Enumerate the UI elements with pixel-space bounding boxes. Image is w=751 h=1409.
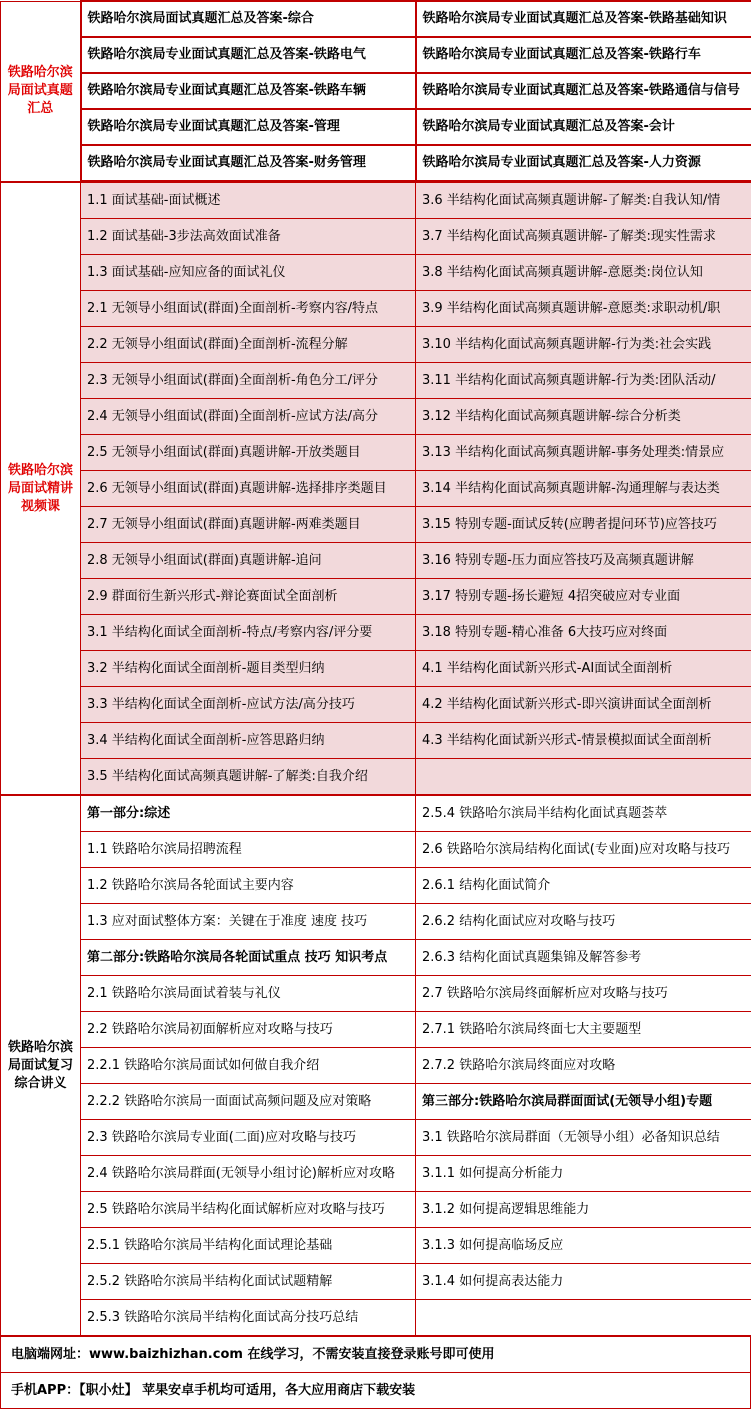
video-lesson-item[interactable]: 3.5 半结构化面试高频真题讲解-了解类:自我介绍 (81, 759, 416, 795)
video-lesson-item[interactable]: 3.4 半结构化面试全面剖析-应答思路归纳 (81, 723, 416, 759)
video-lesson-item[interactable]: 3.2 半结构化面试全面剖析-题目类型归纳 (81, 651, 416, 687)
handout-chapter-item[interactable]: 3.1.4 如何提高表达能力 (416, 1264, 751, 1300)
video-lesson-item[interactable]: 3.7 半结构化面试高频真题讲解-了解类:现实性需求 (416, 219, 751, 255)
question-bank-item[interactable]: 铁路哈尔滨局专业面试真题汇总及答案-管理 (81, 109, 416, 145)
footer-website[interactable]: 电脑端网址：www.baizhizhan.com 在线学习，不需安装直接登录账号即可使用 (1, 1337, 751, 1373)
handout-chapter-item[interactable]: 2.5.4 铁路哈尔滨局半结构化面试真题荟萃 (416, 796, 751, 832)
handout-chapter-item[interactable]: 1.2 铁路哈尔滨局各轮面试主要内容 (81, 868, 416, 904)
question-bank-item[interactable]: 铁路哈尔滨局专业面试真题汇总及答案-铁路通信与信号 (416, 73, 751, 109)
footer-table (0, 1336, 751, 1409)
video-lesson-item[interactable]: 2.3 无领导小组面试(群面)全面剖析-角色分工/评分 (81, 363, 416, 399)
video-lesson-item[interactable]: 1.2 面试基础-3步法高效面试准备 (81, 219, 416, 255)
handout-chapter-item[interactable]: 2.4 铁路哈尔滨局群面(无领导小组讨论)解析应对攻略 (81, 1156, 416, 1192)
handout-chapter-item[interactable]: 第一部分:综述 (81, 796, 416, 832)
question-bank-item[interactable]: 铁路哈尔滨局专业面试真题汇总及答案-铁路行车 (416, 37, 751, 73)
video-lesson-item[interactable]: 3.14 半结构化面试高频真题讲解-沟通理解与表达类 (416, 471, 751, 507)
handout-chapter-item[interactable]: 2.7 铁路哈尔滨局终面解析应对攻略与技巧 (416, 976, 751, 1012)
handout-chapter-item[interactable]: 2.5 铁路哈尔滨局半结构化面试解析应对攻略与技巧 (81, 1192, 416, 1228)
video-lesson-item[interactable]: 3.16 特别专题-压力面应答技巧及高频真题讲解 (416, 543, 751, 579)
video-lesson-item[interactable]: 2.2 无领导小组面试(群面)全面剖析-流程分解 (81, 327, 416, 363)
footer-app: 手机APP：【职小灶】 苹果安卓手机均可适用，各大应用商店下载安装 (1, 1373, 751, 1409)
question-bank-section-label: 铁路哈尔滨局面试真题汇总 (1, 1, 81, 181)
handout-chapter-item[interactable]: 2.5.1 铁路哈尔滨局半结构化面试理论基础 (81, 1228, 416, 1264)
video-lesson-item[interactable]: 2.4 无领导小组面试(群面)全面剖析-应试方法/高分 (81, 399, 416, 435)
video-lesson-section-label: 铁路哈尔滨局面试精讲视频课 (1, 183, 81, 795)
handout-chapter-item[interactable]: 2.6.1 结构化面试简介 (416, 868, 751, 904)
question-bank-item[interactable]: 铁路哈尔滨局专业面试真题汇总及答案-铁路基础知识 (416, 1, 751, 37)
handout-chapter-item[interactable]: 第二部分:铁路哈尔滨局各轮面试重点 技巧 知识考点 (81, 940, 416, 976)
video-lesson-item[interactable] (416, 759, 751, 795)
handout-chapter-item[interactable]: 3.1.1 如何提高分析能力 (416, 1156, 751, 1192)
handout-chapter-item[interactable]: 第三部分:铁路哈尔滨局群面面试(无领导小组)专题 (416, 1084, 751, 1120)
interview-questions-table (0, 0, 751, 182)
video-lesson-item[interactable]: 4.3 半结构化面试新兴形式-情景模拟面试全面剖析 (416, 723, 751, 759)
video-lesson-item[interactable]: 4.1 半结构化面试新兴形式-AI面试全面剖析 (416, 651, 751, 687)
handout-chapter-item[interactable]: 2.1 铁路哈尔滨局面试着装与礼仪 (81, 976, 416, 1012)
video-lesson-item[interactable]: 3.17 特别专题-扬长避短 4招突破应对专业面 (416, 579, 751, 615)
handout-chapter-item[interactable]: 2.6 铁路哈尔滨局结构化面试(专业面)应对攻略与技巧 (416, 832, 751, 868)
question-bank-item[interactable]: 铁路哈尔滨局面试真题汇总及答案-综合 (81, 1, 416, 37)
video-lesson-item[interactable]: 3.3 半结构化面试全面剖析-应试方法/高分技巧 (81, 687, 416, 723)
video-lesson-item[interactable]: 4.2 半结构化面试新兴形式-即兴演讲面试全面剖析 (416, 687, 751, 723)
question-bank-item[interactable]: 铁路哈尔滨局专业面试真题汇总及答案-财务管理 (81, 145, 416, 181)
video-lesson-item[interactable]: 3.18 特别专题-精心准备 6大技巧应对终面 (416, 615, 751, 651)
video-lesson-item[interactable]: 2.1 无领导小组面试(群面)全面剖析-考察内容/特点 (81, 291, 416, 327)
handout-chapter-item[interactable]: 2.3 铁路哈尔滨局专业面(二面)应对攻略与技巧 (81, 1120, 416, 1156)
handout-chapter-item[interactable] (416, 1300, 751, 1336)
handout-chapter-item[interactable]: 2.6.3 结构化面试真题集锦及解答参考 (416, 940, 751, 976)
video-lesson-item[interactable]: 3.11 半结构化面试高频真题讲解-行为类:团队活动/ (416, 363, 751, 399)
handout-chapter-section-label: 铁路哈尔滨局面试复习综合讲义 (1, 796, 81, 1336)
handout-chapter-item[interactable]: 3.1.2 如何提高逻辑思维能力 (416, 1192, 751, 1228)
question-bank-item[interactable]: 铁路哈尔滨局专业面试真题汇总及答案-会计 (416, 109, 751, 145)
video-lesson-item[interactable]: 2.6 无领导小组面试(群面)真题讲解-选择排序类题目 (81, 471, 416, 507)
handout-chapter-item[interactable]: 2.6.2 结构化面试应对攻略与技巧 (416, 904, 751, 940)
handout-chapter-item[interactable]: 1.3 应对面试整体方案：关键在于准度 速度 技巧 (81, 904, 416, 940)
handout-chapter-item[interactable]: 2.2.1 铁路哈尔滨局面试如何做自我介绍 (81, 1048, 416, 1084)
video-lesson-item[interactable]: 3.1 半结构化面试全面剖析-特点/考察内容/评分要 (81, 615, 416, 651)
review-handout-table (0, 795, 751, 1336)
video-lesson-item[interactable]: 3.8 半结构化面试高频真题讲解-意愿类:岗位认知 (416, 255, 751, 291)
handout-chapter-item[interactable]: 3.1.3 如何提高临场反应 (416, 1228, 751, 1264)
handout-chapter-item[interactable]: 2.7.2 铁路哈尔滨局终面应对攻略 (416, 1048, 751, 1084)
video-lesson-item[interactable]: 1.3 面试基础-应知应备的面试礼仪 (81, 255, 416, 291)
video-lesson-item[interactable]: 2.8 无领导小组面试(群面)真题讲解-追问 (81, 543, 416, 579)
handout-chapter-item[interactable]: 2.7.1 铁路哈尔滨局终面七大主要题型 (416, 1012, 751, 1048)
video-lesson-item[interactable]: 3.10 半结构化面试高频真题讲解-行为类:社会实践 (416, 327, 751, 363)
video-lesson-item[interactable]: 2.7 无领导小组面试(群面)真题讲解-两难类题目 (81, 507, 416, 543)
handout-chapter-item[interactable]: 2.5.2 铁路哈尔滨局半结构化面试试题精解 (81, 1264, 416, 1300)
video-lesson-item[interactable]: 2.9 群面衍生新兴形式-辩论赛面试全面剖析 (81, 579, 416, 615)
handout-chapter-item[interactable]: 2.2.2 铁路哈尔滨局一面面试高频问题及应对策略 (81, 1084, 416, 1120)
video-lesson-item[interactable]: 3.13 半结构化面试高频真题讲解-事务处理类:情景应 (416, 435, 751, 471)
handout-chapter-item[interactable]: 3.1 铁路哈尔滨局群面（无领导小组）必备知识总结 (416, 1120, 751, 1156)
handout-chapter-item[interactable]: 1.1 铁路哈尔滨局招聘流程 (81, 832, 416, 868)
video-lesson-item[interactable]: 3.15 特别专题-面试反转(应聘者提问环节)应答技巧 (416, 507, 751, 543)
handout-chapter-item[interactable]: 2.2 铁路哈尔滨局初面解析应对攻略与技巧 (81, 1012, 416, 1048)
question-bank-item[interactable]: 铁路哈尔滨局专业面试真题汇总及答案-铁路车辆 (81, 73, 416, 109)
handout-chapter-item[interactable]: 2.5.3 铁路哈尔滨局半结构化面试高分技巧总结 (81, 1300, 416, 1336)
video-lesson-item[interactable]: 3.12 半结构化面试高频真题讲解-综合分析类 (416, 399, 751, 435)
question-bank-item[interactable]: 铁路哈尔滨局专业面试真题汇总及答案-人力资源 (416, 145, 751, 181)
video-lesson-item[interactable]: 2.5 无领导小组面试(群面)真题讲解-开放类题目 (81, 435, 416, 471)
question-bank-item[interactable]: 铁路哈尔滨局专业面试真题汇总及答案-铁路电气 (81, 37, 416, 73)
video-lesson-item[interactable]: 3.9 半结构化面试高频真题讲解-意愿类:求职动机/职 (416, 291, 751, 327)
video-lesson-item[interactable]: 1.1 面试基础-面试概述 (81, 183, 416, 219)
video-course-table (0, 182, 751, 795)
video-lesson-item[interactable]: 3.6 半结构化面试高频真题讲解-了解类:自我认知/情 (416, 183, 751, 219)
